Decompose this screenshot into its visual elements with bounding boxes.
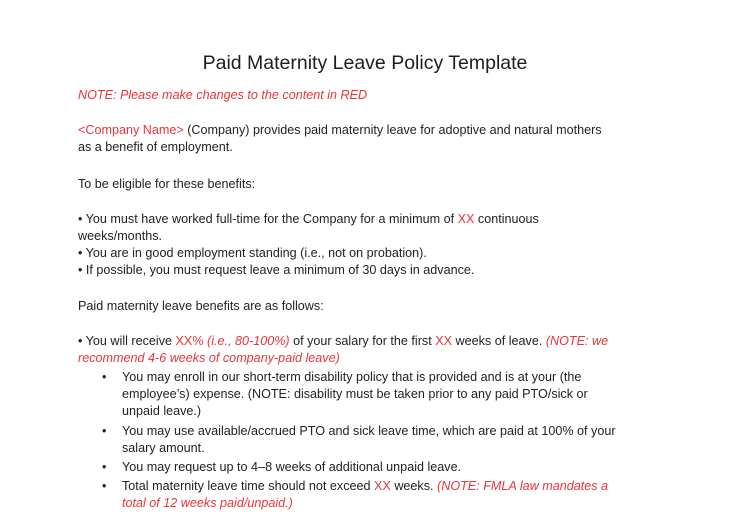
benefits-heading: Paid maternity leave benefits are as follows: xyxy=(78,299,324,313)
sub-item-1-line-1: You may enroll in our short-term disability policy that is provided and is at your (the xyxy=(122,370,582,384)
benefit-main-line-1: • You will receive XX% (i.e., 80-100%) of your salary for the first XX weeks of leave. (NOTE: we xyxy=(78,334,609,348)
page-title: Paid Maternity Leave Policy Template xyxy=(202,52,528,74)
sub-item-2-line-2: salary amount. xyxy=(122,441,205,455)
edit-note: NOTE: Please make changes to the content in RED xyxy=(78,88,368,102)
sub-bullet-1: • xyxy=(102,370,107,384)
eligibility-item-1-cont: weeks/months. xyxy=(78,229,162,243)
sub-bullet-4: • xyxy=(102,479,107,493)
eligibility-item-2: • You are in good employment standing (i.e., not on probation). xyxy=(78,246,427,260)
eligibility-item-3: • If possible, you must request leave a minimum of 30 days in advance. xyxy=(78,263,475,277)
sub-item-1-line-2: employee’s) expense. (NOTE: disability must be taken prior to any paid PTO/sick or xyxy=(122,387,588,401)
sub-item-1-line-3: unpaid leave.) xyxy=(122,404,202,418)
sub-item-2-line-1: You may use available/accrued PTO and sick leave time, which are paid at 100% of your xyxy=(122,424,616,438)
intro-line-2: as a benefit of employment. xyxy=(78,140,233,154)
eligibility-heading: To be eligible for these benefits: xyxy=(78,177,256,191)
sub-item-3-line-1: You may request up to 4–8 weeks of additional unpaid leave. xyxy=(122,460,462,474)
sub-bullet-2: • xyxy=(102,424,107,438)
sub-item-4-line-1: Total maternity leave time should not exceed XX weeks. (NOTE: FMLA law mandates a xyxy=(122,479,609,493)
eligibility-item-1: • You must have worked full-time for the Company for a minimum of XX continuous xyxy=(78,212,539,226)
sub-bullet-3: • xyxy=(102,460,107,474)
intro-line-1: <Company Name> (Company) provides paid maternity leave for adoptive and natural mothers xyxy=(78,123,602,137)
benefit-main-line-2: recommend 4-6 weeks of company-paid leave) xyxy=(78,351,340,365)
company-name-placeholder: <Company Name> xyxy=(78,123,184,137)
sub-item-4-line-2: total of 12 weeks paid/unpaid.) xyxy=(122,496,293,510)
